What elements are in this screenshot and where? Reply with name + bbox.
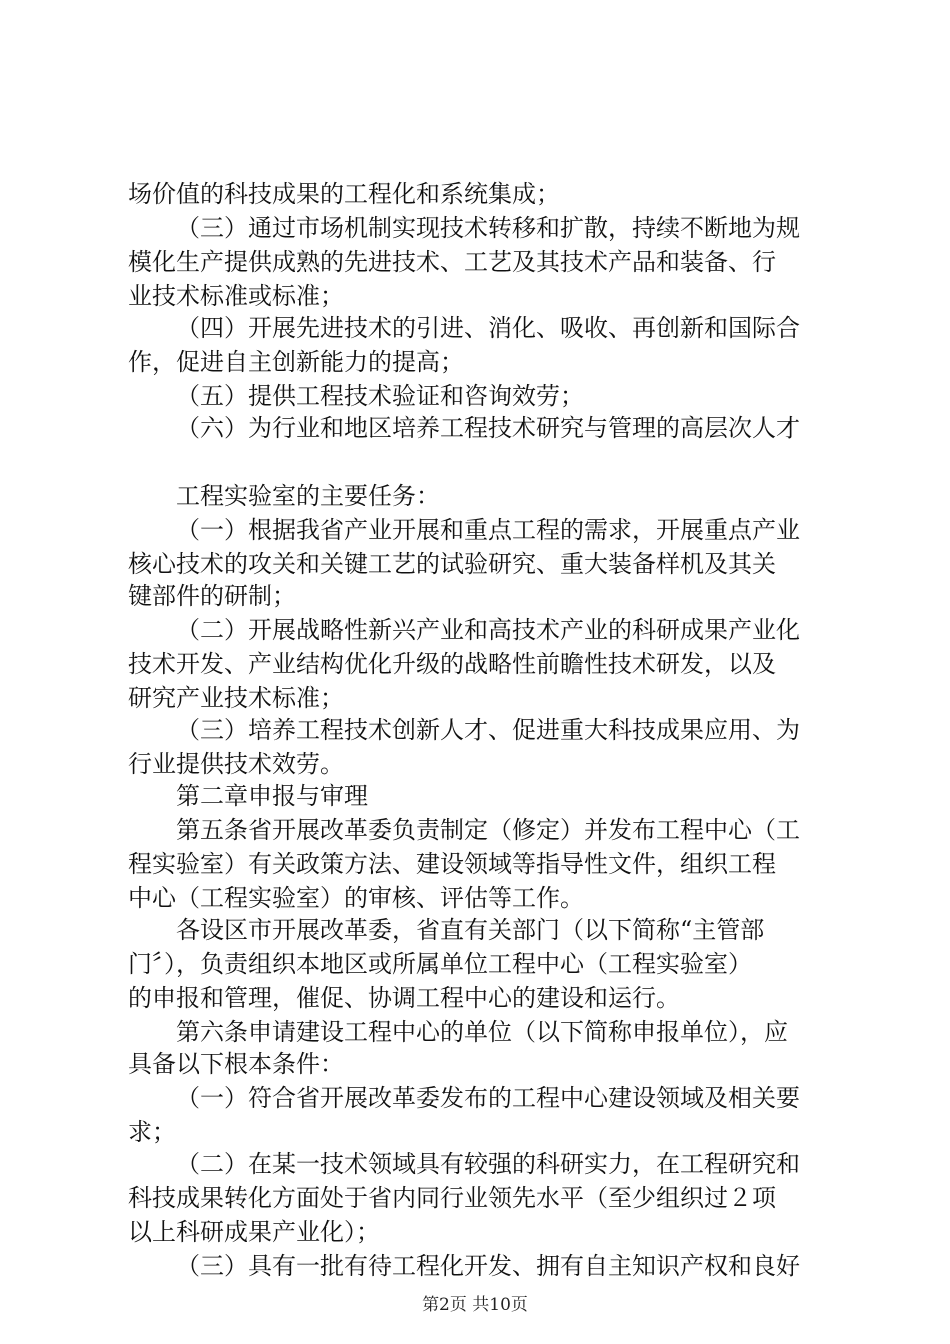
text-line: （二）开展战略性新兴产业和高技术产业的科研成果产业化 [176, 616, 800, 644]
text-line: 场价值的科技成果的工程化和系统集成； [128, 180, 560, 208]
page-footer: 第2页 共10页 [422, 1295, 528, 1315]
text-line: 求； [128, 1118, 176, 1146]
text-line: 技术开发、产业结构优化升级的战略性前瞻性技术研发，以及 [128, 650, 776, 678]
text-line: 键部件的研制； [128, 582, 296, 610]
text-line: 业技术标准或标准； [128, 282, 344, 310]
section-heading: 工程实验室的主要任务： [176, 482, 440, 510]
text-line: （五）提供工程技术验证和咨询效劳； [176, 382, 584, 410]
text-line: 研究产业技术标准； [128, 684, 344, 712]
text-line: 以上科研成果产业化）； [128, 1218, 380, 1246]
text-line: 作，促进自主创新能力的提高； [128, 348, 464, 376]
text-line: 第六条申请建设工程中心的单位（以下简称申报单位），应 [176, 1018, 788, 1046]
text-line: （二）在某一技术领域具有较强的科研实力，在工程研究和 [176, 1150, 800, 1178]
text-line: 模化生产提供成熟的先进技术、工艺及其技术产品和装备、行 [128, 248, 776, 276]
text-line: 第五条省开展改革委负责制定（修定）并发布工程中心（工 [176, 816, 800, 844]
text-line: 各设区市开展改革委，省直有关部门（以下简称“主管部 [176, 916, 765, 944]
text-line: 核心技术的攻关和关键工艺的试验研究、重大装备样机及其关 [128, 550, 776, 578]
text-line: （六）为行业和地区培养工程技术研究与管理的高层次人才 [176, 414, 800, 442]
text-line: 中心（工程实验室）的审核、评估等工作。 [128, 884, 584, 912]
text-line: 门〞），负责组织本地区或所属单位工程中心（工程实验室） [128, 950, 752, 978]
text-line: （四）开展先进技术的引进、消化、吸收、再创新和国际合 [176, 314, 800, 342]
text-line: （一）根据我省产业开展和重点工程的需求，开展重点产业 [176, 516, 800, 544]
text-line: 行业提供技术效劳。 [128, 750, 344, 778]
text-line: （三）通过市场机制实现技术转移和扩散，持续不断地为规 [176, 214, 800, 242]
text-line: （三）培养工程技术创新人才、促进重大科技成果应用、为 [176, 716, 800, 744]
text-line: （一）符合省开展改革委发布的工程中心建设领域及相关要 [176, 1084, 800, 1112]
text-line: 科技成果转化方面处于省内同行业领先水平（至少组织过２项 [128, 1184, 776, 1212]
text-line: 程实验室）有关政策方法、建设领域等指导性文件，组织工程 [128, 850, 776, 878]
text-line: 的申报和管理，催促、协调工程中心的建设和运行。 [128, 984, 680, 1012]
text-line: （三）具有一批有待工程化开发、拥有自主知识产权和良好 [176, 1252, 800, 1280]
chapter-heading: 第二章申报与审理 [176, 782, 368, 810]
text-line: 具备以下根本条件： [128, 1050, 344, 1078]
